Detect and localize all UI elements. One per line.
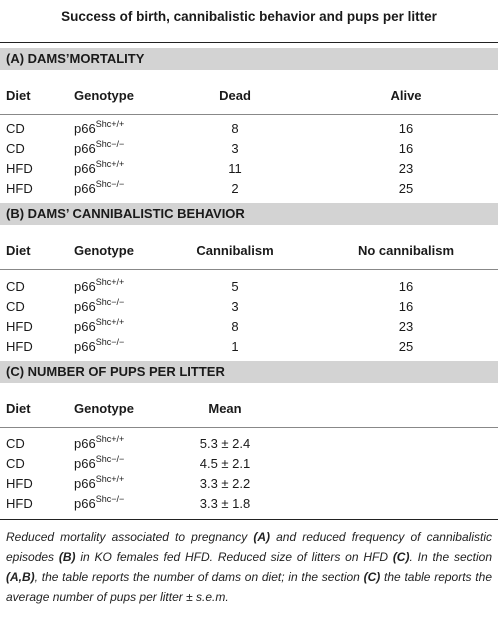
alive-cell: 16 — [398, 141, 414, 156]
caption-text: . In the section — [409, 550, 492, 564]
section-b-heading — [0, 203, 498, 225]
top-rule — [0, 42, 498, 43]
table-row — [0, 474, 498, 494]
alive-cell: 16 — [398, 121, 414, 136]
genotype-sup: Shc−/− — [95, 297, 125, 307]
genotype-cell — [74, 474, 124, 494]
section-c-heading — [0, 361, 498, 383]
caption-text: Reduced mortality associated to pregnancy — [6, 530, 254, 544]
genotype-cell — [74, 297, 124, 317]
no-cannibalism-cell: 16 — [398, 299, 414, 314]
col-genotype: Genotype — [74, 88, 134, 103]
genotype-base: p66 — [74, 476, 96, 491]
section-a-header-rule — [0, 114, 498, 115]
diet-cell: HFD — [6, 496, 33, 511]
genotype-sup: Shc+/+ — [95, 317, 125, 327]
genotype-cell — [74, 119, 124, 139]
col-genotype: Genotype — [74, 401, 134, 416]
diet-cell: HFD — [6, 476, 33, 491]
section-a-heading — [0, 48, 498, 70]
mean-cell: 5.3 ± 2.4 — [199, 436, 251, 451]
table-row — [0, 434, 498, 454]
diet-cell: HFD — [6, 339, 33, 354]
genotype-cell — [74, 317, 124, 337]
col-no-cannibalism: No cannibalism — [357, 243, 455, 258]
col-diet: Diet — [6, 243, 31, 258]
diet-cell: HFD — [6, 181, 33, 196]
genotype-sup: Shc−/− — [95, 494, 125, 504]
cannibalism-cell: 3 — [231, 299, 239, 314]
table-row — [0, 317, 498, 337]
table-row — [0, 119, 498, 139]
genotype-base: p66 — [74, 339, 96, 354]
genotype-cell — [74, 277, 124, 297]
diet-cell: CD — [6, 436, 25, 451]
genotype-base: p66 — [74, 181, 96, 196]
genotype-base: p66 — [74, 161, 96, 176]
col-diet: Diet — [6, 88, 31, 103]
col-genotype: Genotype — [74, 243, 134, 258]
genotype-base: p66 — [74, 456, 96, 471]
genotype-base: p66 — [74, 279, 96, 294]
caption-ref: (B) — [58, 550, 76, 564]
caption-text: and reduced frequency of cannibalistic episodes — [6, 530, 492, 564]
section-b-header-row — [0, 237, 498, 265]
section-b-header-rule — [0, 269, 498, 270]
table-row — [0, 139, 498, 159]
genotype-cell — [74, 454, 124, 474]
genotype-base: p66 — [74, 121, 96, 136]
caption-text: , the table reports the number of dams on diet; in the section — [34, 570, 364, 584]
no-cannibalism-cell: 23 — [398, 319, 414, 334]
genotype-sup: Shc+/+ — [95, 159, 125, 169]
genotype-sup: Shc−/− — [95, 139, 125, 149]
no-cannibalism-cell: 16 — [398, 279, 414, 294]
diet-cell: CD — [6, 299, 25, 314]
genotype-cell — [74, 159, 124, 179]
cannibalism-cell: 5 — [231, 279, 239, 294]
section-c-header-row — [0, 395, 498, 423]
genotype-cell — [74, 494, 124, 514]
genotype-sup: Shc−/− — [95, 454, 125, 464]
col-dead: Dead — [219, 88, 251, 103]
genotype-base: p66 — [74, 141, 96, 156]
col-cannibalism: Cannibalism — [196, 243, 274, 258]
alive-cell: 25 — [398, 181, 414, 196]
genotype-cell — [74, 139, 124, 159]
diet-cell: CD — [6, 279, 25, 294]
genotype-sup: Shc+/+ — [95, 474, 125, 484]
section-a-header-row — [0, 82, 498, 110]
caption-ref: (A,B) — [6, 570, 35, 584]
mean-cell: 3.3 ± 1.8 — [199, 496, 251, 511]
caption-ref: (A) — [253, 530, 270, 544]
genotype-sup: Shc−/− — [95, 337, 125, 347]
col-diet: Diet — [6, 401, 31, 416]
mean-cell: 3.3 ± 2.2 — [199, 476, 251, 491]
genotype-cell — [74, 337, 124, 357]
diet-cell: CD — [6, 141, 25, 156]
dead-cell: 3 — [231, 141, 239, 156]
caption-ref: (C) — [363, 570, 381, 584]
alive-cell: 23 — [398, 161, 414, 176]
diet-cell: CD — [6, 121, 25, 136]
genotype-sup: Shc+/+ — [95, 434, 125, 444]
section-b-heading-text: (B) DAMS’ CANNIBALISTIC BEHAVIOR — [6, 206, 245, 221]
genotype-cell — [74, 179, 124, 199]
cannibalism-cell: 1 — [231, 339, 239, 354]
table-row — [0, 179, 498, 199]
table-row — [0, 337, 498, 357]
dead-cell: 11 — [228, 161, 242, 176]
table-caption — [6, 527, 492, 607]
genotype-sup: Shc−/− — [95, 179, 125, 189]
table-row — [0, 159, 498, 179]
genotype-cell — [74, 434, 124, 454]
caption-ref: (C) — [392, 550, 410, 564]
table-row — [0, 277, 498, 297]
genotype-base: p66 — [74, 299, 96, 314]
dead-cell: 8 — [231, 121, 239, 136]
table-row — [0, 297, 498, 317]
caption-text: in KO females fed HFD. Reduced size of litters on HFD — [75, 550, 393, 564]
bottom-rule — [0, 519, 498, 520]
section-a-heading-text: (A) DAMS’MORTALITY — [6, 51, 145, 66]
section-c-header-rule — [0, 427, 498, 428]
section-c-heading-text: (C) NUMBER OF PUPS PER LITTER — [6, 364, 225, 379]
dead-cell: 2 — [231, 181, 239, 196]
mean-cell: 4.5 ± 2.1 — [199, 456, 251, 471]
genotype-base: p66 — [74, 319, 96, 334]
diet-cell: HFD — [6, 319, 33, 334]
genotype-base: p66 — [74, 436, 96, 451]
table-title: Success of birth, cannibalistic behavior and pups per litter — [61, 9, 437, 24]
no-cannibalism-cell: 25 — [398, 339, 414, 354]
diet-cell: HFD — [6, 161, 33, 176]
table-row — [0, 494, 498, 514]
caption-text: the table reports the average number of pups per litter ± s.e.m. — [6, 570, 492, 604]
genotype-sup: Shc+/+ — [95, 277, 125, 287]
col-mean: Mean — [208, 401, 242, 416]
table-row — [0, 454, 498, 474]
genotype-sup: Shc+/+ — [95, 119, 125, 129]
col-alive: Alive — [390, 88, 422, 103]
genotype-base: p66 — [74, 496, 96, 511]
cannibalism-cell: 8 — [231, 319, 239, 334]
diet-cell: CD — [6, 456, 25, 471]
